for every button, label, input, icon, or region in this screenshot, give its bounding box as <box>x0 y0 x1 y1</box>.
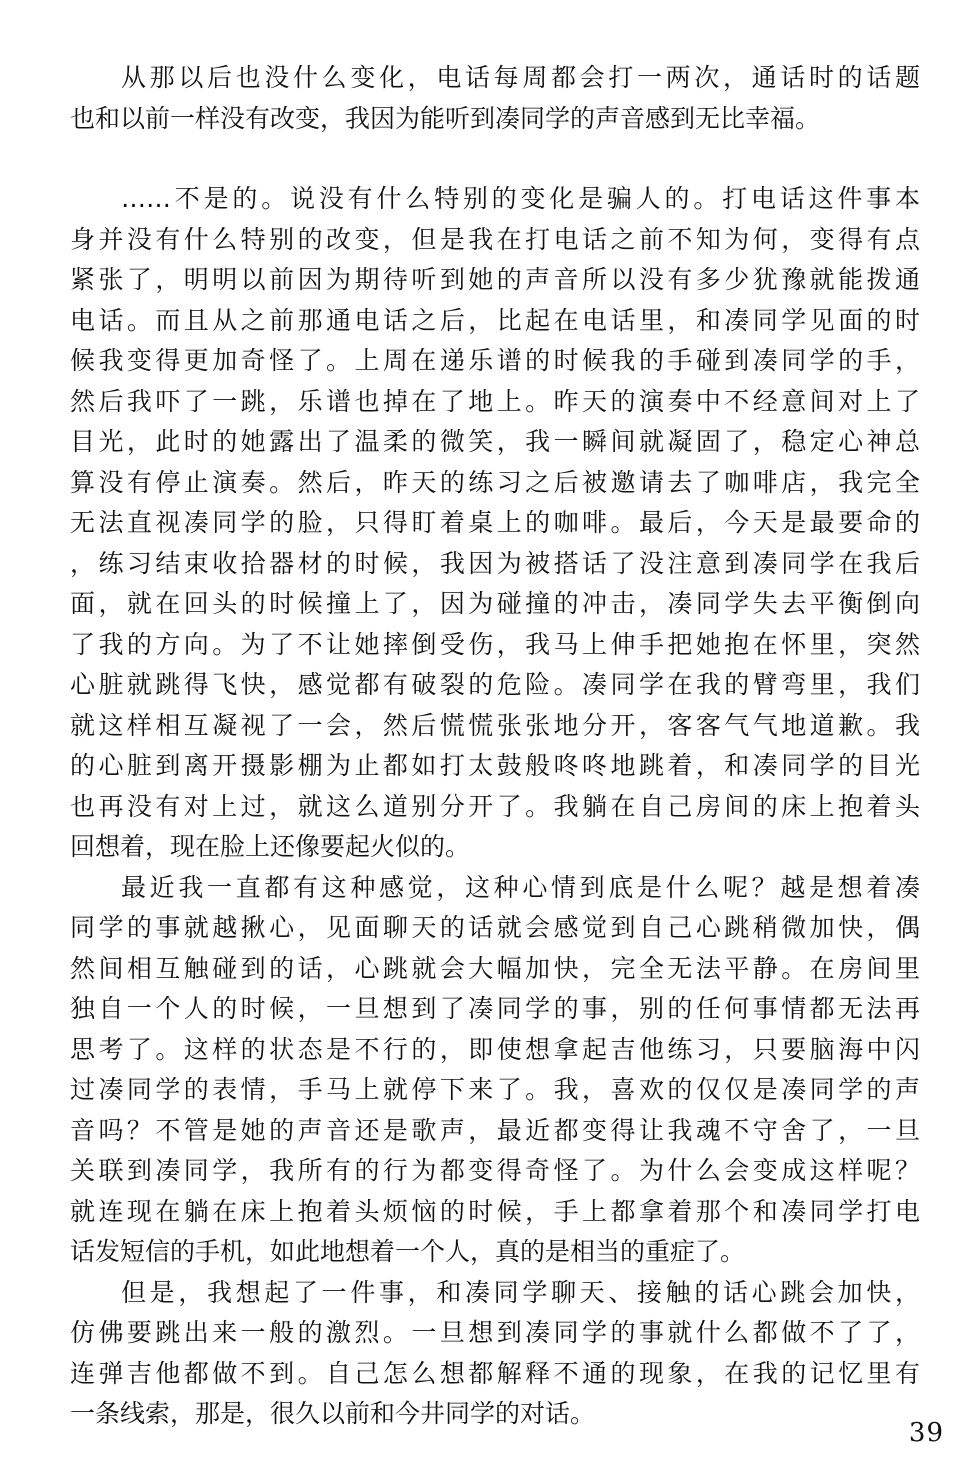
text-line: 话发短信的手机，如此地想着一个人，真的是相当的重症了。 <box>70 1237 746 1266</box>
text-line: 但是，我想起了一件事，和凑同学聊天、接触的话心跳会加快， <box>121 1277 920 1307</box>
text-line: 然间相互触碰到的话，心跳就会大幅加快，完全无法平静。在房间里 <box>70 953 920 983</box>
text-line: 同学的事就越揪心，见面聊天的话就会感觉到自己心跳稍微加快，偶 <box>70 913 920 942</box>
text-line: 关联到凑同学，我所有的行为都变得奇怪了。为什么会变成这样呢？ <box>70 1156 920 1185</box>
text-line: 候我变得更加奇怪了。上周在递乐谱的时候我的手碰到凑同学的手， <box>70 346 920 375</box>
text-line: 也和以前一样没有改变，我因为能听到凑同学的声音感到无比幸福。 <box>70 103 821 133</box>
text-line: 就这样相互凝视了一会，然后慌慌张张地分开，客客气气地道歉。我 <box>70 710 920 740</box>
paragraph-3 <box>70 868 920 1273</box>
text-line: 最近我一直都有这种感觉，这种心情到底是什么呢？越是想着凑 <box>121 872 920 902</box>
paragraph-gap <box>70 139 920 179</box>
text-line: 思考了。这样的状态是不行的，即使想拿起吉他练习，只要脑海中闪 <box>70 1034 920 1064</box>
text-line: 然后我吓了一跳，乐谱也掉在了地上。昨天的演奏中不经意间对上了 <box>70 386 920 416</box>
text-line: ，练习结束收拾器材的时候，我因为被搭话了没注意到凑同学在我后 <box>70 548 920 578</box>
text-line: 电话。而且从之前那通电话之后，比起在电话里，和凑同学见面的时 <box>70 305 920 335</box>
text-line: 过凑同学的表情，手马上就停下来了。我，喜欢的仅仅是凑同学的声 <box>70 1075 920 1104</box>
text-line: ……不是的。说没有什么特别的变化是骗人的。打电话这件事本 <box>121 184 920 213</box>
text-line: 身并没有什么特别的改变，但是我在打电话之前不知为何，变得有点 <box>70 224 920 254</box>
text-line: 的心脏到离开摄影棚为止都如打太鼓般咚咚地跳着，和凑同学的目光 <box>70 751 920 780</box>
text-line: 一条线索，那是，很久以前和今井同学的对话。 <box>70 1399 596 1428</box>
text-line: 无法直视凑同学的脸，只得盯着桌上的咖啡。最后，今天是最要命的 <box>70 508 920 537</box>
paragraph-1 <box>70 58 920 139</box>
text-line: 目光，此时的她露出了温柔的微笑，我一瞬间就凝固了，稳定心神总 <box>70 427 920 456</box>
text-line: 紧张了，明明以前因为期待听到她的声音所以没有多少犹豫就能拨通 <box>70 265 920 294</box>
text-line: 算没有停止演奏。然后，昨天的练习之后被邀请去了咖啡店，我完全 <box>70 467 920 497</box>
text-line: 从那以后也没什么变化，电话每周都会打一两次，通话时的话题 <box>121 63 920 92</box>
text-line: 仿佛要跳出来一般的激烈。一旦想到凑同学的事就什么都做不了了， <box>70 1318 920 1347</box>
text-line: 面，就在回头的时候撞上了，因为碰撞的冲击，凑同学失去平衡倒向 <box>70 589 920 618</box>
text-line: 音吗？不管是她的声音还是歌声，最近都变得让我魂不守舍了，一旦 <box>70 1115 920 1145</box>
page-body <box>70 58 920 1435</box>
page-number: 39 <box>908 1418 944 1448</box>
text-line: 独自一个人的时候，一旦想到了凑同学的事，别的任何事情都无法再 <box>70 994 920 1023</box>
paragraph-4 <box>70 1273 920 1435</box>
text-line: 就连现在躺在床上抱着头烦恼的时候，手上都拿着那个和凑同学打电 <box>70 1196 920 1226</box>
text-line: 也再没有对上过，就这么道别分开了。我躺在自己房间的床上抱着头 <box>70 791 920 821</box>
text-line: 回想着，现在脸上还像要起火似的。 <box>70 832 471 861</box>
text-line: 心脏就跳得飞快，感觉都有破裂的危险。凑同学在我的臂弯里，我们 <box>70 670 920 699</box>
text-line: 了我的方向。为了不让她摔倒受伤，我马上伸手把她抱在怀里，突然 <box>70 629 920 659</box>
paragraph-2 <box>70 179 920 868</box>
text-line: 连弹吉他都做不到。自己怎么想都解释不通的现象，在我的记忆里有 <box>70 1358 920 1388</box>
